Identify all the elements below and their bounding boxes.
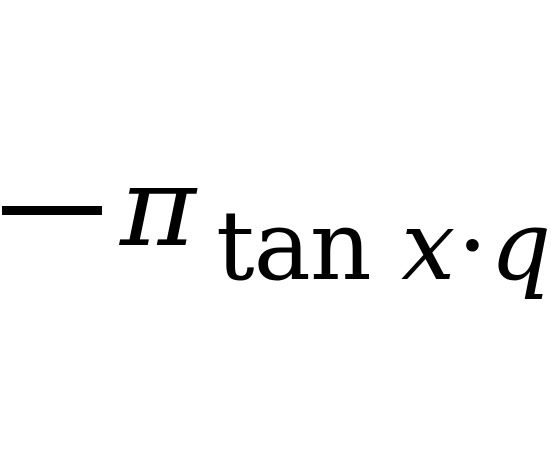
multiply-dot: ·: [457, 190, 488, 302]
minus-sign: [2, 206, 102, 215]
variable-x: x: [401, 190, 456, 302]
pi-symbol: π: [120, 143, 196, 271]
variable-q: q: [489, 190, 551, 302]
tan-function: tan: [216, 190, 371, 302]
subscript: [216, 190, 551, 302]
